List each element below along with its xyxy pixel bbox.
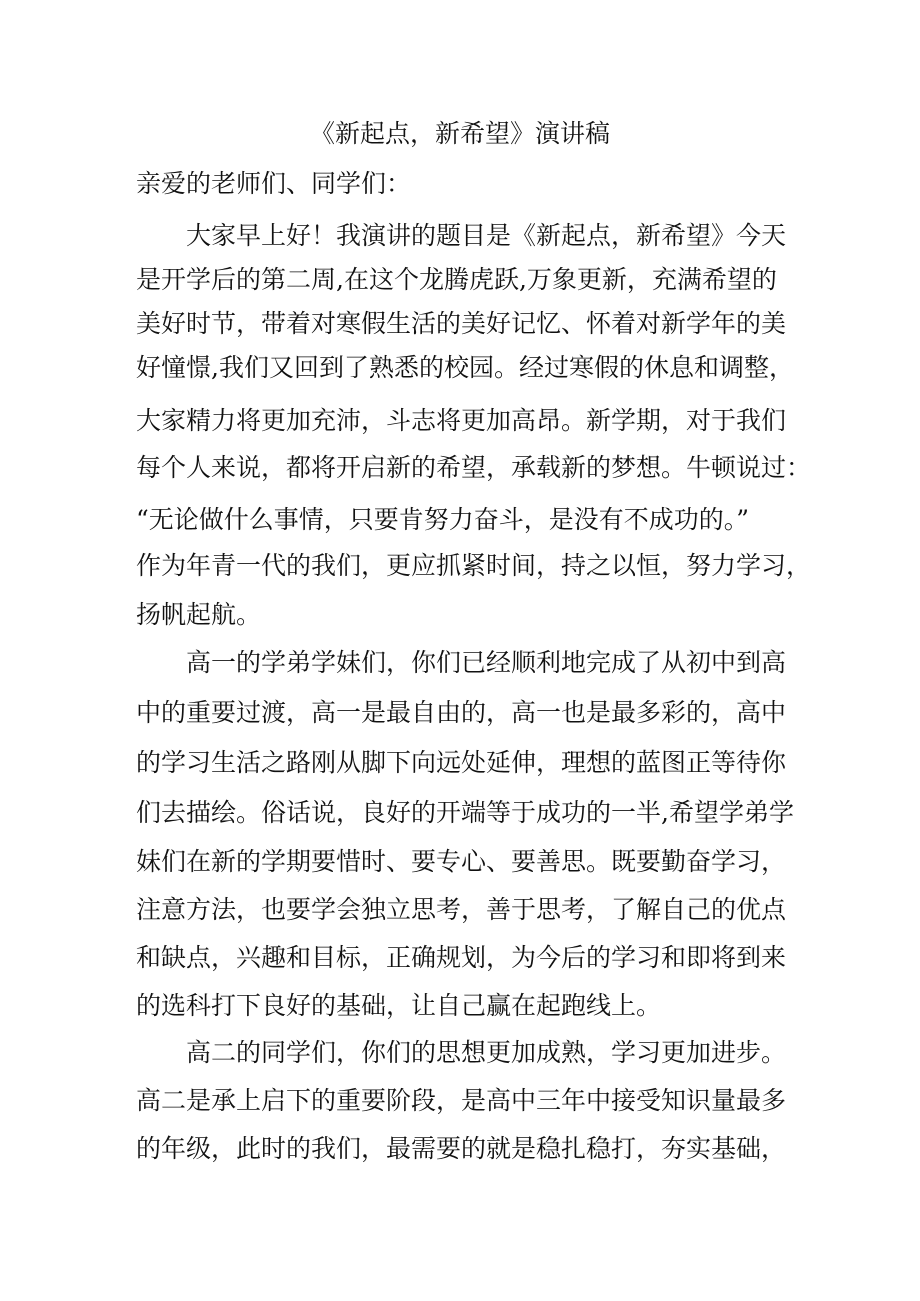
text-line: 们去描绘。俗话说，良好的开端等于成功的一半,希望学弟学 (136, 798, 794, 827)
text-line: 大家精力将更加充沛，斗志将更加高昂。新学期，对于我们 (136, 406, 787, 435)
text-line: 大家早上好！我演讲的题目是《新起点，新希望》今天 (136, 221, 787, 250)
text-line: “无论做什么事情，只要肯努力奋斗，是没有不成功的。” (136, 505, 750, 534)
text-line: 每个人来说，都将开启新的希望，承载新的梦想。牛顿说过： (136, 453, 812, 482)
text-line: 注意方法，也要学会独立思考，善于思考，了解自己的优点 (136, 895, 787, 924)
text-line: 好憧憬,我们又回到了熟悉的校园。经过寒假的休息和调整， (136, 353, 794, 382)
text-line: 高二的同学们，你们的思想更加成熟，学习更加进步。 (136, 1038, 787, 1067)
text-line: 的学习生活之路刚从脚下向远处延伸，理想的蓝图正等待你 (136, 748, 787, 777)
text-line: 作为年青一代的我们，更应抓紧时间，持之以恒，努力学习， (136, 551, 812, 580)
document-title: 《新起点，新希望》演讲稿 (309, 119, 610, 148)
text-line: 是开学后的第二周,在这个龙腾虎跃,万象更新，充满希望的 (136, 265, 777, 294)
text-line-salutation: 亲爱的老师们、同学们： (136, 169, 412, 198)
text-line: 扬帆起航。 (136, 600, 262, 629)
text-line: 的选科打下良好的基础，让自己赢在起跑线上。 (136, 991, 662, 1020)
text-line: 中的重要过渡，高一是最自由的，高一也是最多彩的，高中 (136, 698, 787, 727)
text-line: 美好时节，带着对寒假生活的美好记忆、怀着对新学年的美 (136, 309, 787, 338)
text-line: 和缺点，兴趣和目标，正确规划，为今后的学习和即将到来 (136, 943, 787, 972)
text-line: 高二是承上启下的重要阶段，是高中三年中接受知识量最多 (136, 1086, 787, 1115)
text-line: 的年级，此时的我们，最需要的就是稳扎稳打，夯实基础， (136, 1134, 787, 1163)
text-line: 妹们在新的学期要惜时、要专心、要善思。既要勤奋学习， (136, 847, 787, 876)
text-line: 高一的学弟学妹们，你们已经顺利地完成了从初中到高 (136, 648, 787, 677)
